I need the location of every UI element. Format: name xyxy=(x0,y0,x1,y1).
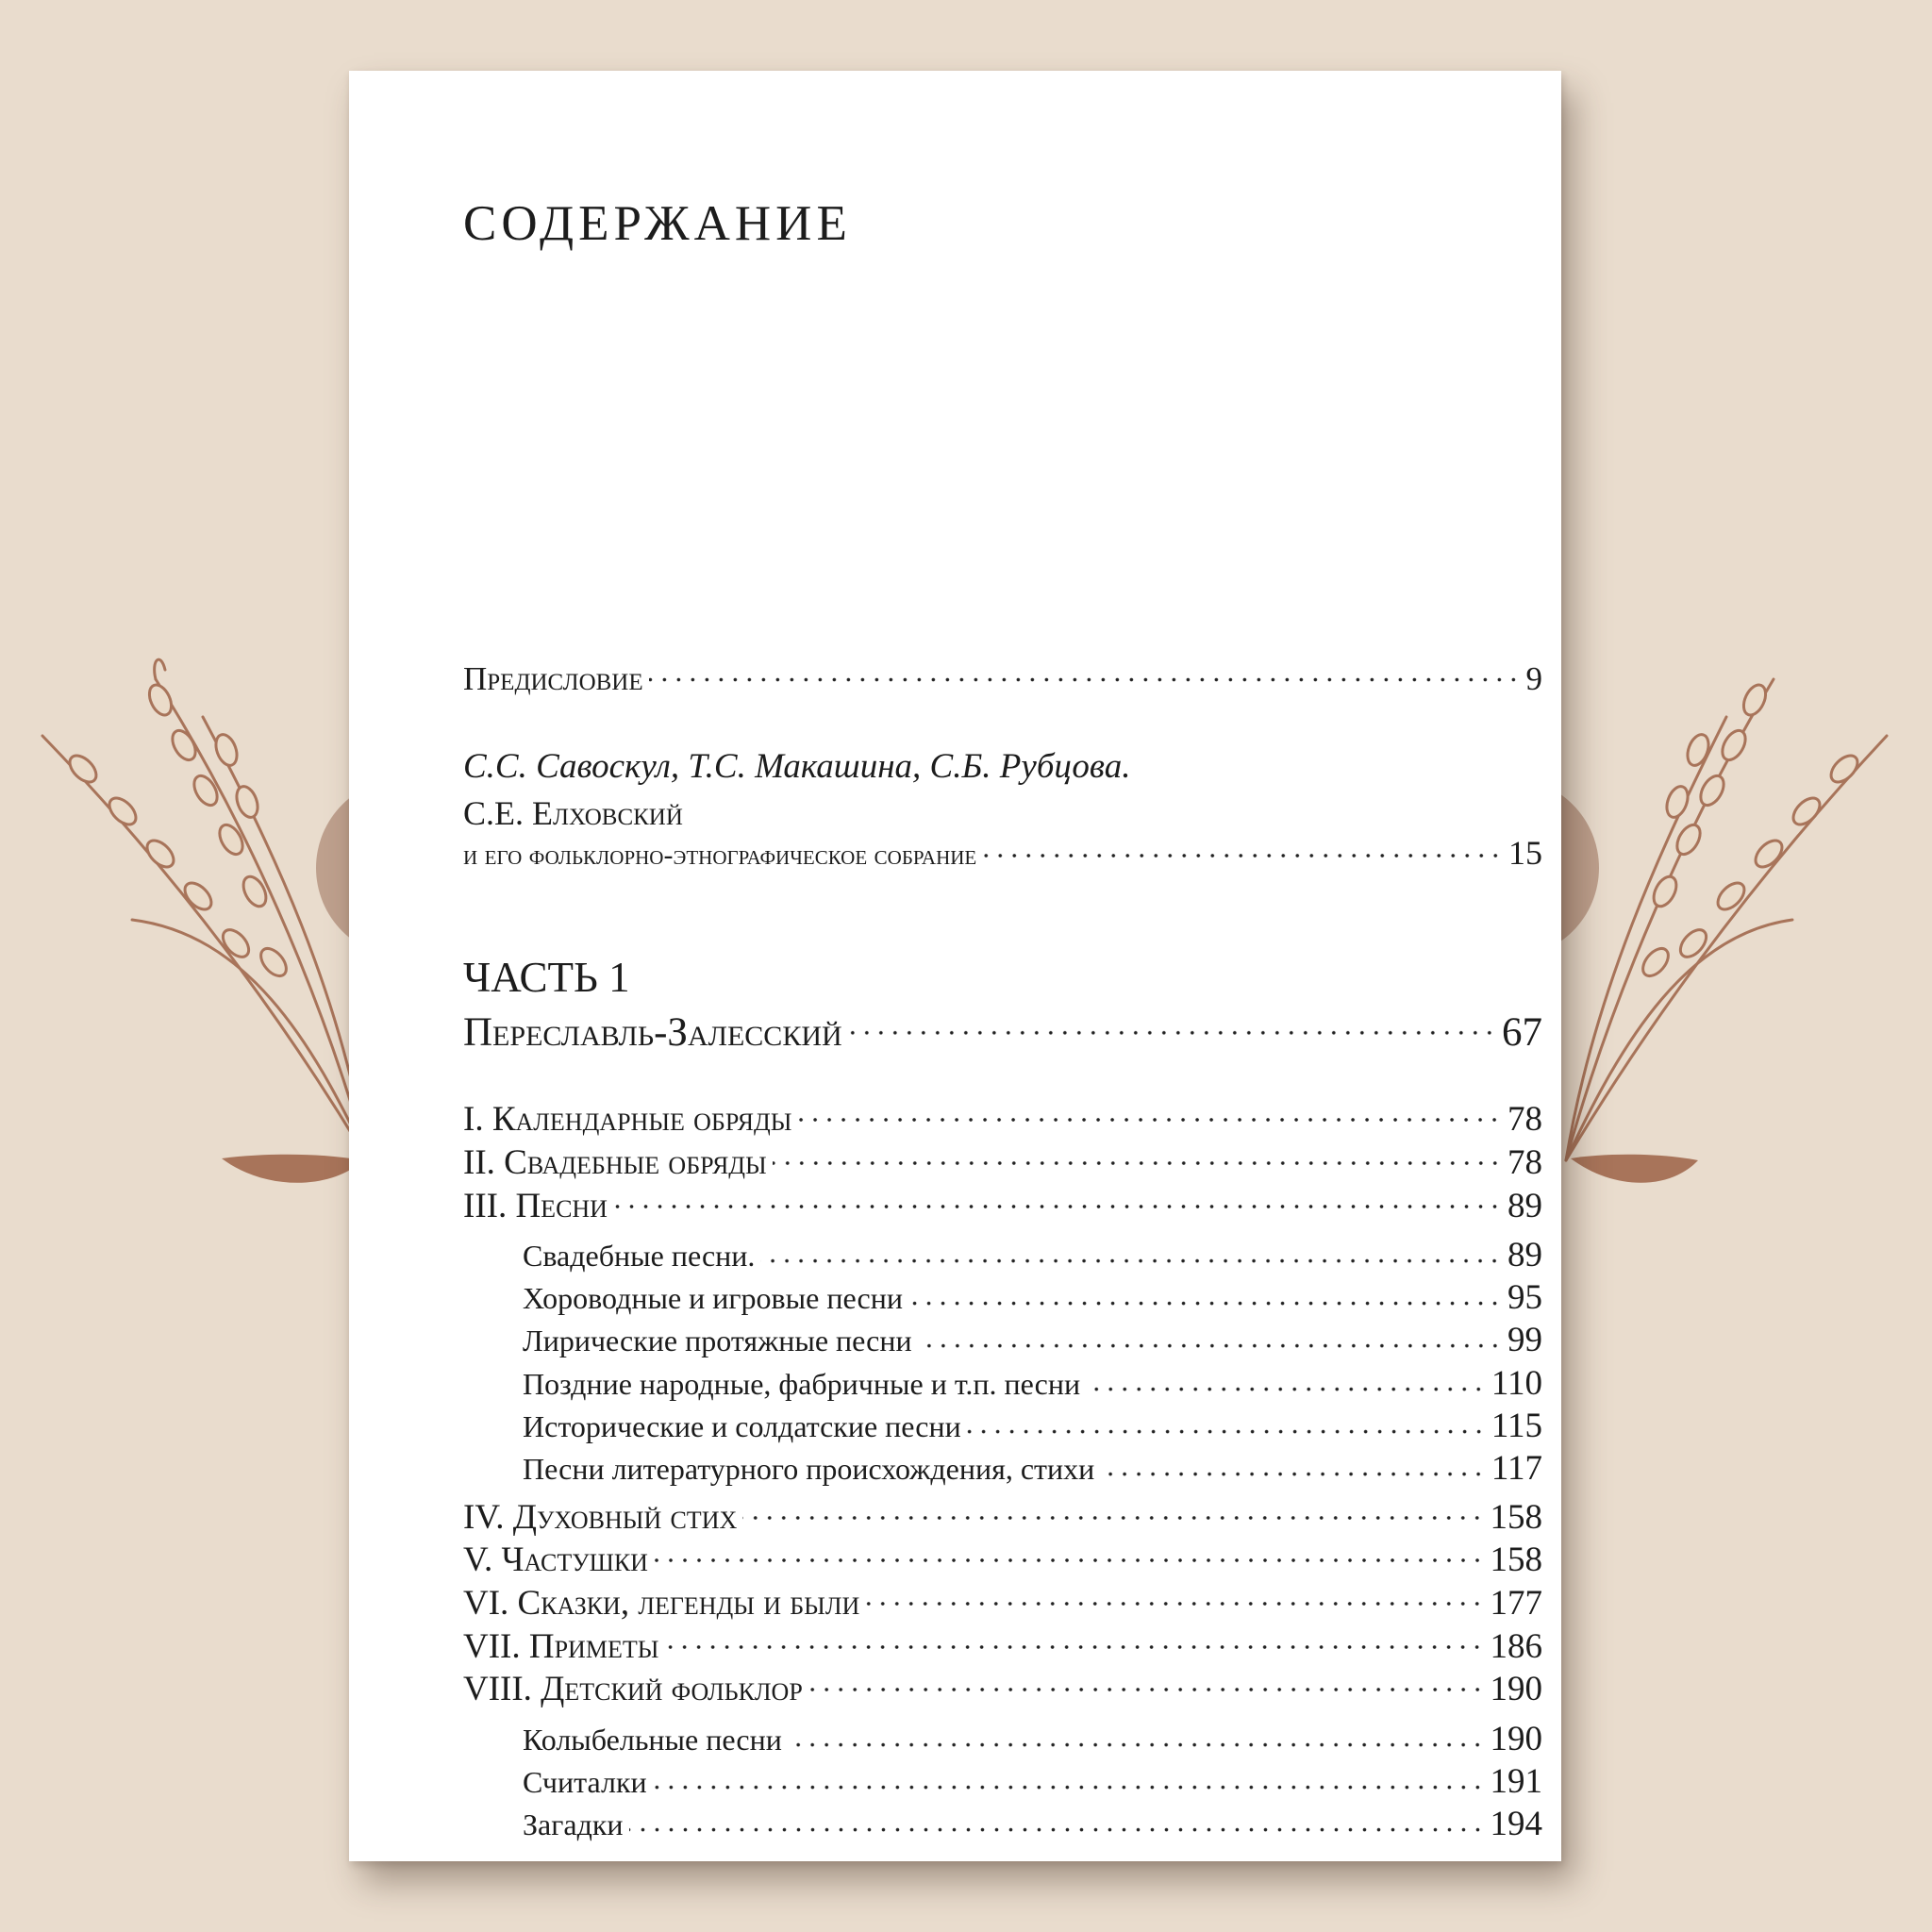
toc-entry-article xyxy=(463,833,1542,873)
toc-entry-label: V. Частушки xyxy=(463,1541,648,1579)
toc-entry-part-title xyxy=(463,1009,1542,1056)
toc-entry-page: 190 xyxy=(1490,1720,1542,1758)
left-leaf xyxy=(222,1155,363,1183)
dot-leader xyxy=(773,1153,1502,1174)
toc-entry-page: 67 xyxy=(1502,1010,1542,1055)
toc-entry-section xyxy=(463,1099,1542,1140)
dot-leader xyxy=(982,847,1503,864)
toc-entry-page: 78 xyxy=(1507,1100,1542,1139)
dot-leader xyxy=(808,1679,1485,1700)
dot-leader xyxy=(653,1783,1485,1792)
dot-leader xyxy=(908,1299,1502,1308)
toc-entry-label: VIII. Детский фольклор xyxy=(463,1670,803,1708)
dot-leader xyxy=(797,1109,1502,1130)
toc-entry-section xyxy=(463,1186,1542,1226)
toc-entry-page: 115 xyxy=(1491,1407,1542,1445)
toc-entry-page: 89 xyxy=(1507,1187,1542,1225)
toc-entry-page: 89 xyxy=(1507,1236,1542,1274)
right-leaf xyxy=(1571,1155,1698,1183)
toc-entry-label: IV. Духовный стих xyxy=(463,1498,738,1537)
toc-entry-label: Переславль-Залесский xyxy=(463,1010,842,1055)
article-title-line1: С.Е. Елховский xyxy=(463,794,683,832)
toc-entry-page: 194 xyxy=(1490,1805,1542,1843)
toc-entry-label: Свадебные песни. xyxy=(523,1239,756,1273)
dot-leader xyxy=(629,1825,1485,1835)
toc-entry-label: Песни литературного происхождения, стихи xyxy=(523,1452,1095,1486)
dot-leader xyxy=(865,1593,1484,1614)
toc-entry-section xyxy=(463,1669,1542,1709)
toc-entry-label: Поздние народные, фабричные и т.п. песни xyxy=(523,1367,1081,1401)
toc-entry-page: 99 xyxy=(1507,1321,1542,1359)
toc-entry-label: III. Песни xyxy=(463,1187,608,1225)
toc-entry-page: 95 xyxy=(1507,1278,1542,1317)
toc-entry-page: 158 xyxy=(1490,1498,1542,1537)
left-buds xyxy=(65,681,291,980)
toc-entry-section xyxy=(463,1540,1542,1580)
toc-entry-page: 190 xyxy=(1490,1670,1542,1708)
toc-entry-section xyxy=(463,1626,1542,1667)
dot-leader xyxy=(649,670,1521,690)
toc-entry-page: 191 xyxy=(1490,1762,1542,1801)
toc-entry-label: Лирические протяжные песни xyxy=(523,1324,912,1357)
toc-entry-subsection xyxy=(523,1406,1542,1446)
toc-entry-page: 158 xyxy=(1490,1541,1542,1579)
toc-entry-subsection xyxy=(523,1277,1542,1318)
toc-entry-label: Исторические и солдатские песни xyxy=(523,1409,961,1443)
toc-entry-label: VI. Сказки, легенды и были xyxy=(463,1584,860,1623)
dot-leader xyxy=(788,1740,1485,1750)
dot-leader xyxy=(967,1427,1486,1437)
dot-leader xyxy=(918,1341,1502,1351)
toc-entry-subsection xyxy=(523,1448,1542,1489)
toc-entry-label: VII. Приметы xyxy=(463,1627,659,1666)
toc-entry-page: 110 xyxy=(1491,1364,1542,1403)
toc-entry-label: и его фольклорно-этнографическое собрание xyxy=(463,840,977,871)
toc-heading: СОДЕРЖАНИЕ xyxy=(463,196,852,251)
dot-leader xyxy=(613,1196,1502,1217)
dot-leader xyxy=(1086,1385,1486,1394)
dot-leader xyxy=(1100,1470,1486,1479)
toc-entry-label: II. Свадебные обряды xyxy=(463,1143,767,1182)
dot-leader xyxy=(848,1021,1496,1045)
toc-entry-subsection xyxy=(523,1363,1542,1404)
dot-leader xyxy=(664,1637,1484,1657)
toc-entry-section xyxy=(463,1142,1542,1183)
toc-entry-section xyxy=(463,1497,1542,1538)
dot-leader xyxy=(760,1257,1502,1266)
toc-entry-label: Загадки xyxy=(523,1807,624,1841)
toc-entry-page: 9 xyxy=(1525,660,1542,697)
toc-entry-label: Предисловие xyxy=(463,660,643,697)
toc-entry-label: Хороводные и игровые песни xyxy=(523,1281,903,1315)
toc-entry-subsection xyxy=(523,1235,1542,1275)
toc-entry-label: Колыбельные песни xyxy=(523,1723,782,1757)
article-authors: С.С. Савоскул, Т.С. Макашина, С.Б. Рубцова. xyxy=(463,747,1131,786)
part-label: ЧАСТЬ 1 xyxy=(463,954,630,1001)
toc-entry-page: 186 xyxy=(1490,1627,1542,1666)
toc-entry-subsection xyxy=(523,1804,1542,1844)
toc-entry-label: Считалки xyxy=(523,1765,647,1799)
toc-entry-section xyxy=(463,1583,1542,1624)
toc-entry-label: I. Календарные обряды xyxy=(463,1100,792,1139)
toc-entry-page: 78 xyxy=(1507,1143,1542,1182)
toc-entry-preface xyxy=(463,660,1542,698)
toc-entry-subsection xyxy=(523,1320,1542,1360)
book-page xyxy=(349,71,1561,1861)
toc-entry-subsection xyxy=(523,1761,1542,1802)
toc-entry-page: 15 xyxy=(1508,834,1542,872)
dot-leader xyxy=(654,1550,1485,1571)
toc-entry-page: 177 xyxy=(1490,1584,1542,1623)
toc-entry-page: 117 xyxy=(1491,1449,1542,1488)
toc-entry-subsection xyxy=(523,1719,1542,1759)
dot-leader xyxy=(742,1507,1484,1528)
